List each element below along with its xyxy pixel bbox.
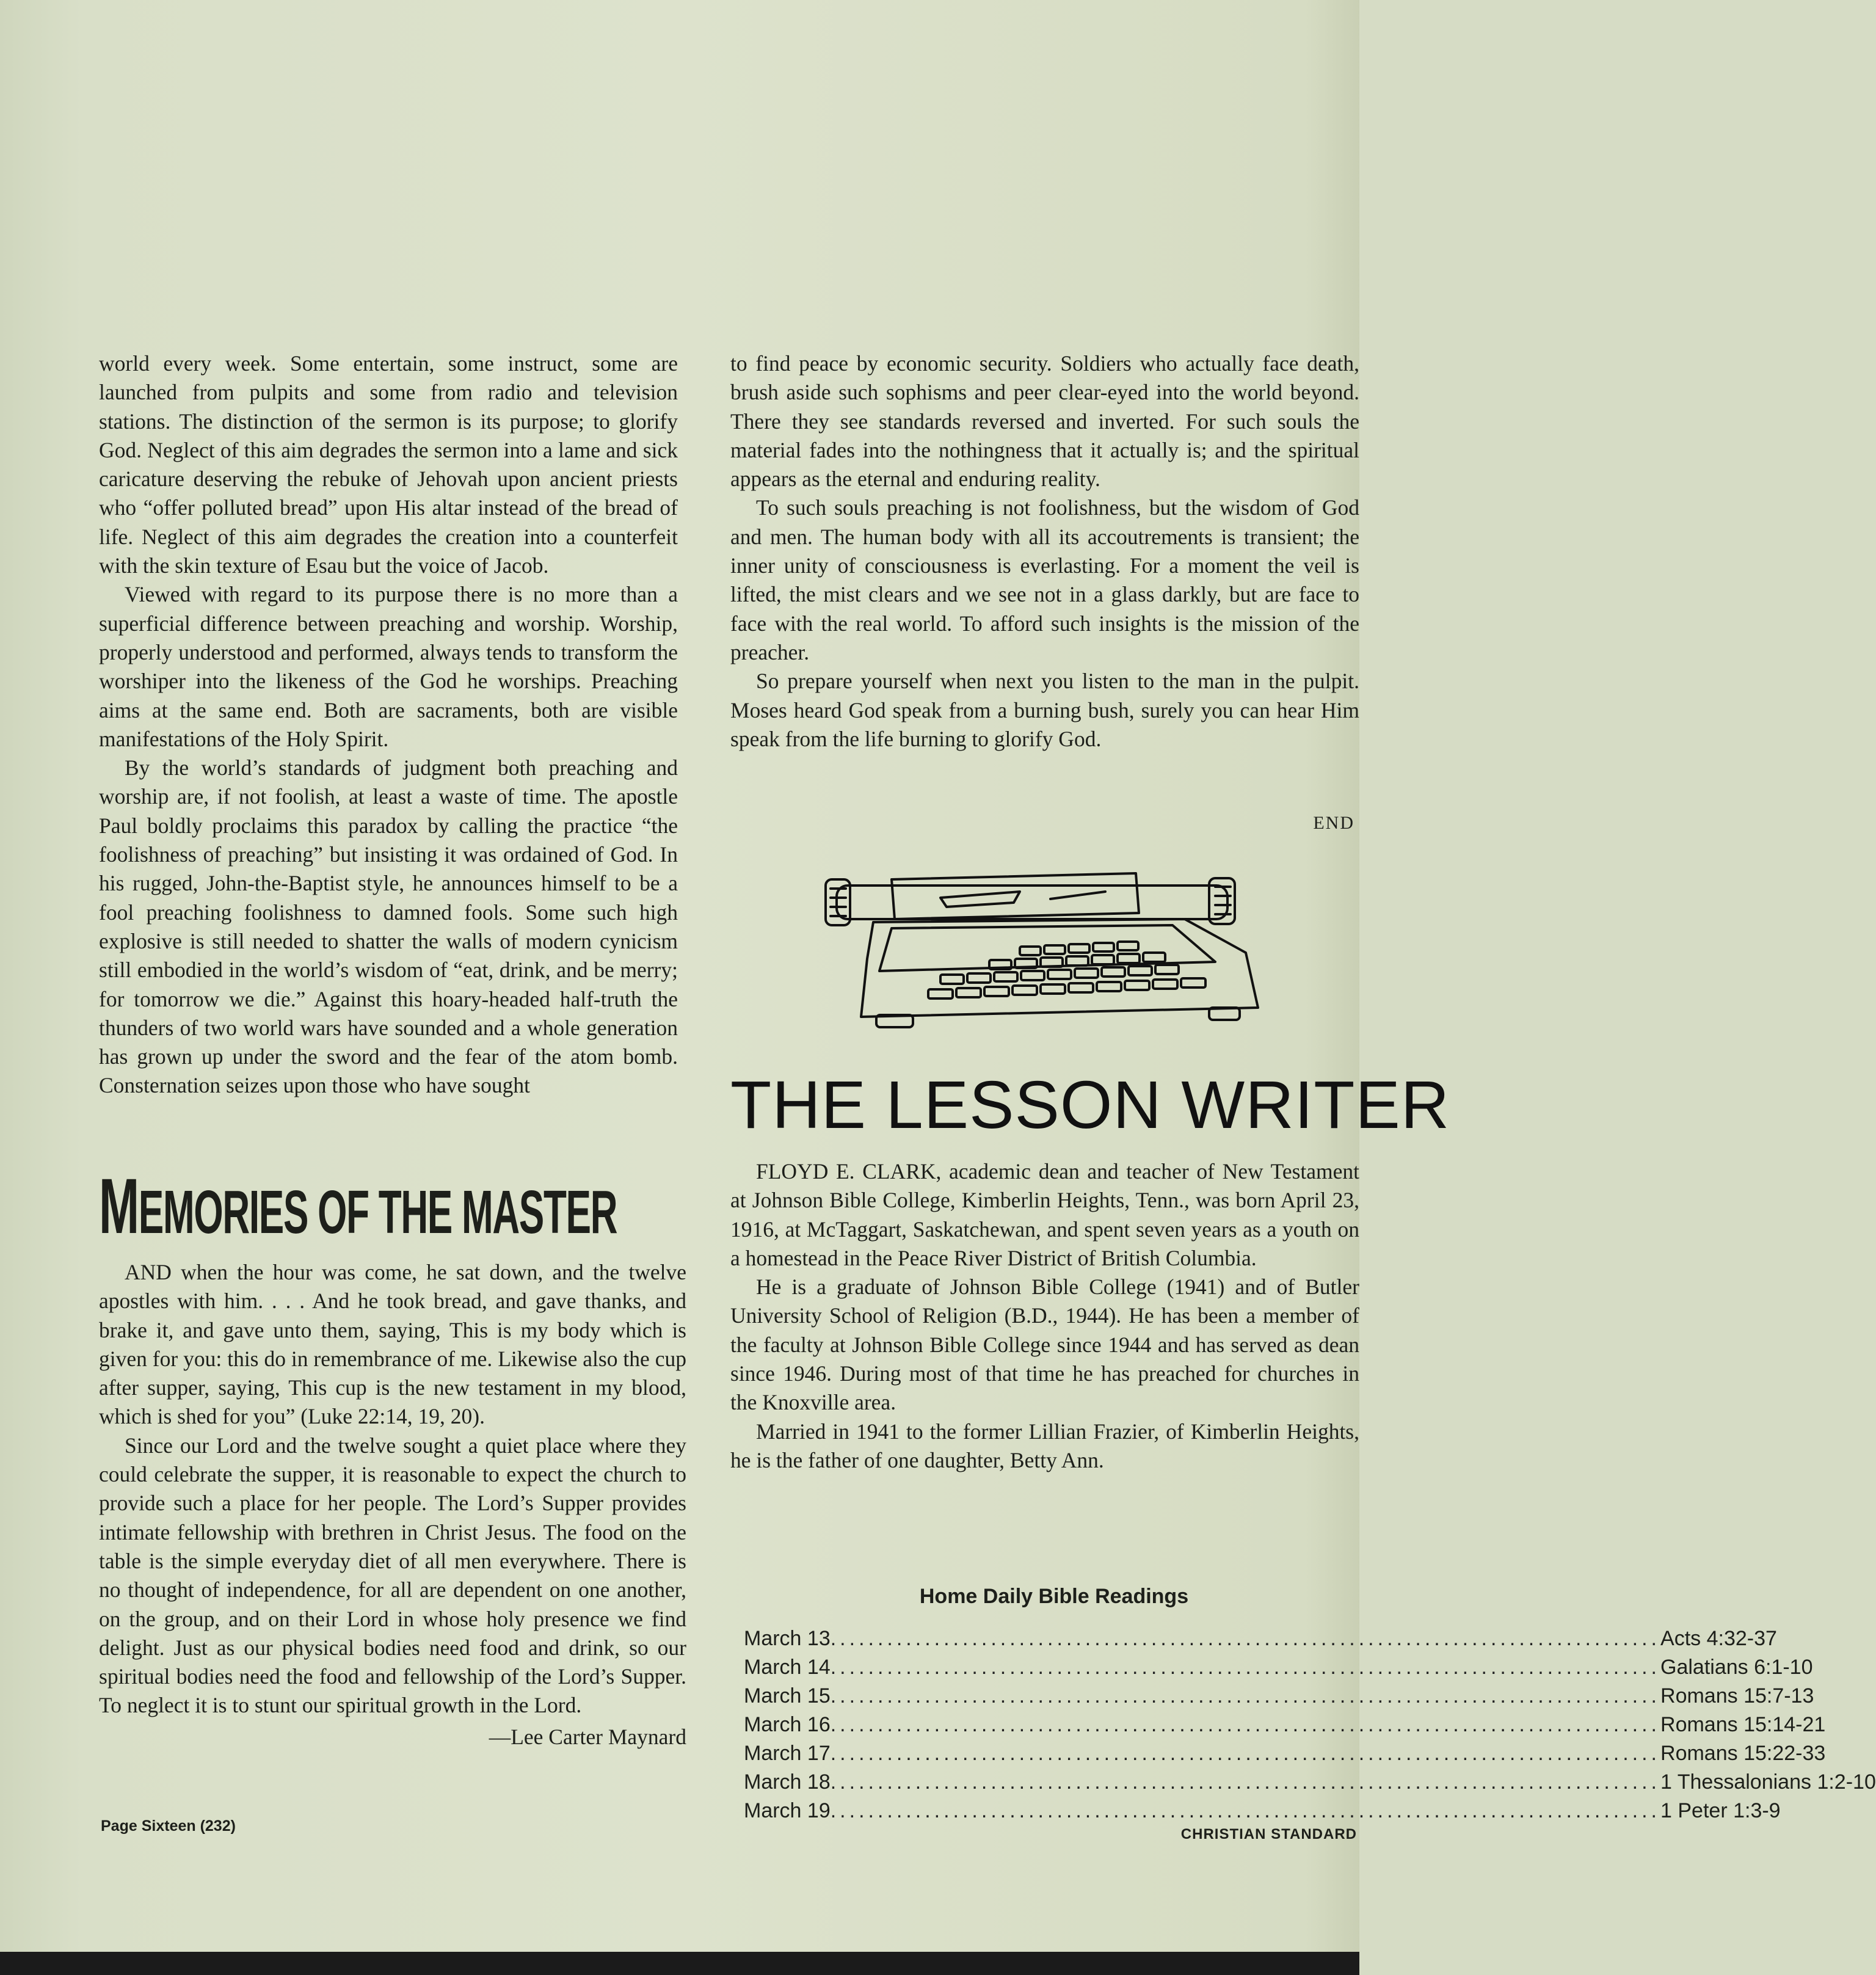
- article-paragraph: By the world’s standards of judgment both preaching and worship are, if not foolish, at least a waste of time. The apostle Paul boldly proclaims this paradox by calling the practice “the foolishness of preaching” but insisting it was ordained of God. In his rugged, John-the-Baptist style, he announces himself to be a fool preaching foolishness to damned fools. Some such high explosive is still needed to shatter the walls of modern cynicism still embodied in the world’s wisdom of “eat, drink, and be merry; for tomorrow we die.” Against this hoary-headed half-truth the thunders of two world wars have sounded and a whole generation has grown up under the sword and the fear of the atom bomb. Consternation seizes upon those who have sought: [99, 755, 678, 1098]
- memories-signature: —Lee Carter Maynard: [489, 1724, 686, 1749]
- memories-body: [99, 1258, 686, 1751]
- reading-date: March 13: [744, 1627, 831, 1650]
- typewriter-icon: [818, 855, 1295, 1038]
- memories-paragraph: Since our Lord and the twelve sought a quiet place where they could celebrate the supper, it is reasonable to expect the church to provide such a place for her people. The Lord’s Supper provides intimate fellowship with brethren in Christ Jesus. The food on the table is the simple everyday diet of all men everywhere. There is no thought of independence, for all are dependent on one another, on the group, and on their Lord in whose holy presence we find delight. Just as our physical bodies need food and drink, so our spiritual bodies need the food and fellowship of the Lord’s Supper. To neglect it is to stunt our spiritual growth in the Lord.: [99, 1433, 686, 1718]
- memories-title-rest: EMORIES OF THE MASTER: [138, 1178, 617, 1246]
- lesson-writer-body: [730, 1157, 1359, 1475]
- reading-date: March 15: [744, 1684, 831, 1708]
- publication-name: CHRISTIAN STANDARD: [1180, 1826, 1357, 1842]
- reading-item: [744, 1682, 1814, 1711]
- reading-ref: 1 Thessalonians 1:2-10: [1660, 1770, 1876, 1794]
- readings-list: [744, 1624, 1876, 1825]
- reading-ref: Acts 4:32-37: [1660, 1627, 1777, 1650]
- reading-item: [744, 1739, 1826, 1768]
- reading-ref: Romans 15:22-33: [1660, 1742, 1826, 1765]
- reading-date: March 19: [744, 1799, 831, 1822]
- article-paragraph: Viewed with regard to its purpose there is no more than a superficial difference between preaching and worship. Worship, properly understood and performed, always tends to transform the worshiper into the likeness of the God he worships. Preaching aims at the same end. Both are sacraments, both are visible manifestations of the Holy Spirit.: [99, 582, 678, 751]
- page-number: Page Sixteen (232): [101, 1817, 236, 1835]
- reading-ref: 1 Peter 1:3-9: [1660, 1799, 1781, 1822]
- reading-item: [744, 1653, 1813, 1682]
- readings-title: Home Daily Bible Readings: [919, 1585, 1189, 1608]
- reading-ref: Romans 15:14-21: [1660, 1713, 1826, 1736]
- reading-date: March 18: [744, 1770, 831, 1794]
- article-paragraph: world every week. Some entertain, some instruct, some are launched from pulpits and some from radio and television stations. The distinction of the sermon is its purpose; to glorify God. Neglect of this aim degrades the sermon into a lame and sick caricature deserving the rebuke of Jehovah upon ancient priests who “offer polluted bread” upon His altar instead of the bread of life. Neglect of this aim degrades the creation into a counterfeit with the skin texture of Esau but the voice of Jacob.: [99, 351, 678, 578]
- reading-date: March 14: [744, 1656, 831, 1679]
- reading-item: [744, 1711, 1826, 1739]
- article-paragraph: So prepare yourself when next you listen to the man in the pulpit. Moses heard God speak from a burning bush, surely you can hear Him speak from the life burning to glorify God.: [730, 669, 1359, 751]
- reading-item: [744, 1797, 1781, 1825]
- lesson-writer-paragraph: He is a graduate of Johnson Bible College (1941) and of Butler University School of Religion (B.D., 1944). He has been a member of the faculty at Johnson Bible College since 1944 and has served as dean since 1946. During most of that time he has preached for churches in the Knoxville area.: [730, 1275, 1359, 1415]
- reading-ref: Galatians 6:1-10: [1660, 1656, 1813, 1679]
- memories-paragraph: AND when the hour was come, he sat down, and the twelve apostles with him. . . . And he took bread, and gave thanks, and brake it, and gave unto them, saying, This is my body which is given for you: this do in remembrance of me. Likewise also the cup after supper, saying, This cup is the new testament in my blood, which is shed for you” (Luke 22:14, 19, 20).: [99, 1260, 686, 1429]
- article-paragraph: to find peace by economic security. Soldiers who actually face death, brush aside such sophisms and peer clear-eyed into the world beyond. There they see standards reversed and inverted. For such souls the material fades into the nothingness that it actually is; and the spiritual appears as the eternal and enduring reality.: [730, 351, 1359, 492]
- scan-edge: [0, 1952, 1359, 1975]
- memories-title-initial: M: [99, 1163, 139, 1250]
- end-mark: END: [1313, 813, 1354, 833]
- lesson-writer-paragraph: Married in 1941 to the former Lillian Frazier, of Kimberlin Heights, he is the father of one daughter, Betty Ann.: [730, 1419, 1359, 1472]
- lesson-writer-title: THE LESSON WRITER: [730, 1068, 1450, 1143]
- memories-title: [99, 1163, 617, 1251]
- reading-item: [744, 1624, 1777, 1653]
- reading-date: March 17: [744, 1742, 831, 1765]
- article-continued-right: [730, 349, 1359, 754]
- reading-item: [744, 1768, 1876, 1797]
- article-continued-left: [99, 349, 678, 1100]
- lesson-writer-paragraph: FLOYD E. CLARK, academic dean and teacher of New Testament at Johnson Bible College, Kimberlin Heights, Tenn., was born April 23, 1916, at McTaggart, Saskatchewan, and spent seven years as a youth on a homestead in the Peace River District of British Columbia.: [730, 1159, 1359, 1270]
- reading-ref: Romans 15:7-13: [1660, 1684, 1814, 1708]
- reading-date: March 16: [744, 1713, 831, 1736]
- article-paragraph: To such souls preaching is not foolishness, but the wisdom of God and men. The human body with all its accoutrements is transient; the inner unity of consciousness is everlasting. For a moment the veil is lifted, the mist clears and we see not in a glass darkly, but are face to face with the real world. To afford such insights is the mission of the preacher.: [730, 495, 1359, 664]
